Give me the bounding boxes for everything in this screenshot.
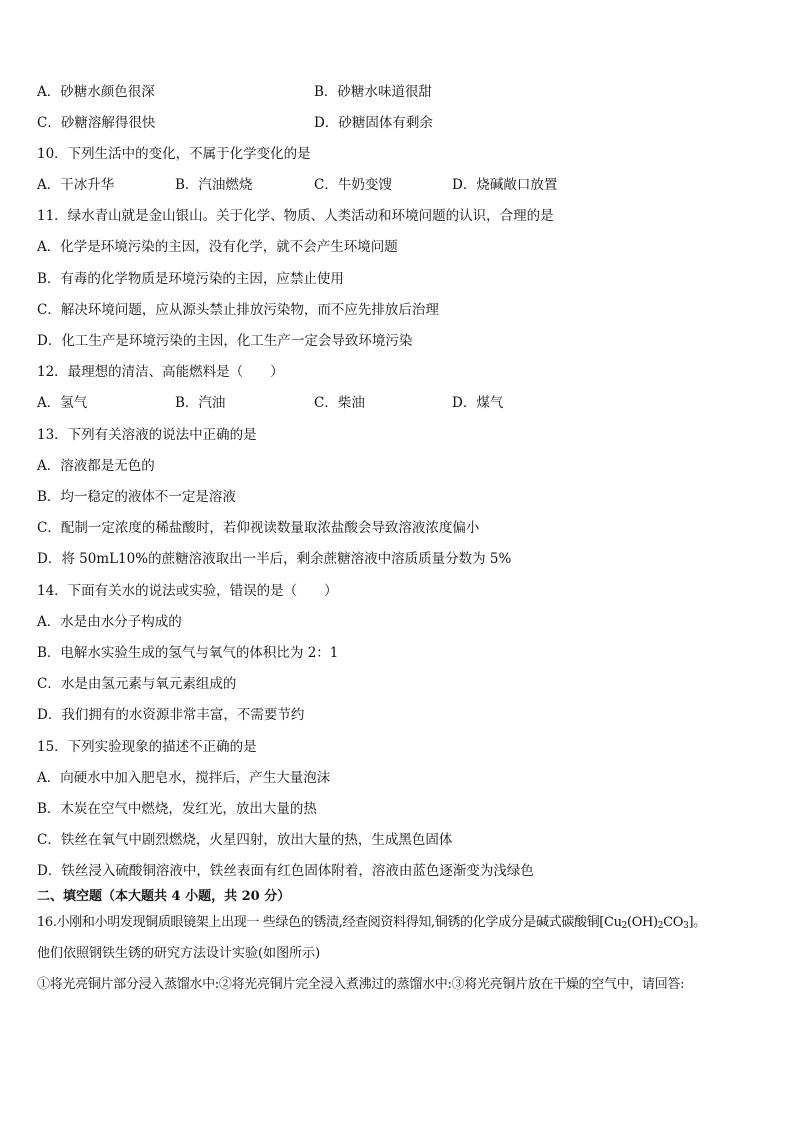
- q13-option-a: A．溶液都是无色的: [37, 458, 155, 474]
- q13-option-d: D．将 50mL10%的蔗糖溶液取出一半后，剩余蔗糖溶液中溶质质量分数为 5%: [37, 551, 512, 567]
- q15-option-c: C．铁丝在氧气中剧烈燃烧，火星四射，放出大量的热，生成黑色固体: [37, 832, 453, 848]
- q14-stem: 14．下面有关水的说法或实验，错误的是（ ）: [37, 583, 338, 599]
- q12-option-c: C．柴油: [314, 395, 365, 411]
- q13-option-c: C．配制一定浓度的稀盐酸时，若仰视读数量取浓盐酸会导致溶液浓度偏小: [37, 520, 480, 536]
- q12-option-a: A．氢气: [37, 395, 88, 411]
- q10-stem: 10．下列生活中的变化，不属于化学变化的是: [37, 146, 311, 162]
- q13-option-b: B．均一稳定的液体不一定是溶液: [37, 489, 236, 505]
- q13-stem: 13．下列有关溶液的说法中正确的是: [37, 427, 257, 443]
- q16-formula-oh: (OH): [627, 915, 658, 930]
- q11-option-c: C．解决环境问题，应从源头禁止排放污染物，而不应先排放后治理: [37, 302, 439, 318]
- q9-option-d: D．砂糖固体有剩余: [314, 115, 433, 131]
- q11-stem: 11．绿水青山就是金山银山。关于化学、物质、人类活动和环境问题的认识，合理的是: [37, 208, 554, 224]
- q16-line-2: 他们依照钢铁生锈的研究方法设计实验(如图所示): [37, 946, 321, 961]
- q16-formula-co: CO: [663, 915, 684, 930]
- q15-option-a: A．向硬水中加入肥皂水，搅拌后，产生大量泡沫: [37, 770, 331, 786]
- q14-option-a: A．水是由水分子构成的: [37, 614, 182, 630]
- q14-option-d: D．我们拥有的水资源非常丰富，不需要节约: [37, 707, 305, 723]
- q16-formula-sub-2: 2: [657, 921, 664, 931]
- q16-line-1-text: 16.小刚和小明发现铜质眼镜架上出现一 些绿色的锈渍,经查阅资料得知,铜锈的化学成分是碱式碳酸铜[Cu: [37, 915, 622, 930]
- section-2-heading: 二、填空题（本大题共 4 小题，共 20 分）: [37, 889, 291, 904]
- q9-option-c: C．砂糖溶解得很快: [37, 115, 156, 131]
- q15-option-d: D．铁丝浸入硫酸铜溶液中，铁丝表面有红色固体附着，溶液由蓝色逐渐变为浅绿色: [37, 863, 534, 879]
- q15-stem: 15．下列实验现象的描述不正确的是: [37, 739, 257, 755]
- q14-option-b: B．电解水实验生成的氢气与氧气的体积比为 2：1: [37, 645, 339, 661]
- q11-option-a: A．化学是环境污染的主因，没有化学，就不会产生环境问题: [37, 239, 398, 255]
- q16-line-3: ①将光亮铜片部分浸入蒸馏水中:②将光亮铜片完全浸入煮沸过的蒸馏水中:③将光亮铜片放在干燥的空气中，请回答:: [37, 977, 685, 992]
- q10-option-b: B．汽油燃烧: [175, 177, 253, 193]
- q12-stem: 12．最理想的清洁、高能燃料是（ ）: [37, 364, 284, 380]
- q11-option-b: B．有毒的化学物质是环境污染的主因，应禁止使用: [37, 271, 344, 287]
- q12-option-d: D．煤气: [452, 395, 504, 411]
- q10-option-d: D．烧碱敞口放置: [452, 177, 558, 193]
- q10-option-c: C．牛奶变馊: [314, 177, 392, 193]
- q16-formula-sub-1: 2: [621, 921, 628, 931]
- q16-formula-end: ]。: [688, 915, 706, 930]
- q10-option-a: A．干冰升华: [37, 177, 115, 193]
- q11-option-d: D．化工生产是环境污染的主因，化工生产一定会导致环境污染: [37, 333, 413, 349]
- q9-option-b: B．砂糖水味道很甜: [314, 84, 432, 100]
- q16-formula-sub-3: 3: [683, 921, 689, 931]
- q15-option-b: B．木炭在空气中燃烧，发红光，放出大量的热: [37, 801, 317, 817]
- q9-option-a: A．砂糖水颜色很深: [37, 84, 155, 100]
- q14-option-c: C．水是由氢元素与氧元素组成的: [37, 676, 237, 692]
- q12-option-b: B．汽油: [175, 395, 226, 411]
- q16-line-1: [37, 914, 784, 932]
